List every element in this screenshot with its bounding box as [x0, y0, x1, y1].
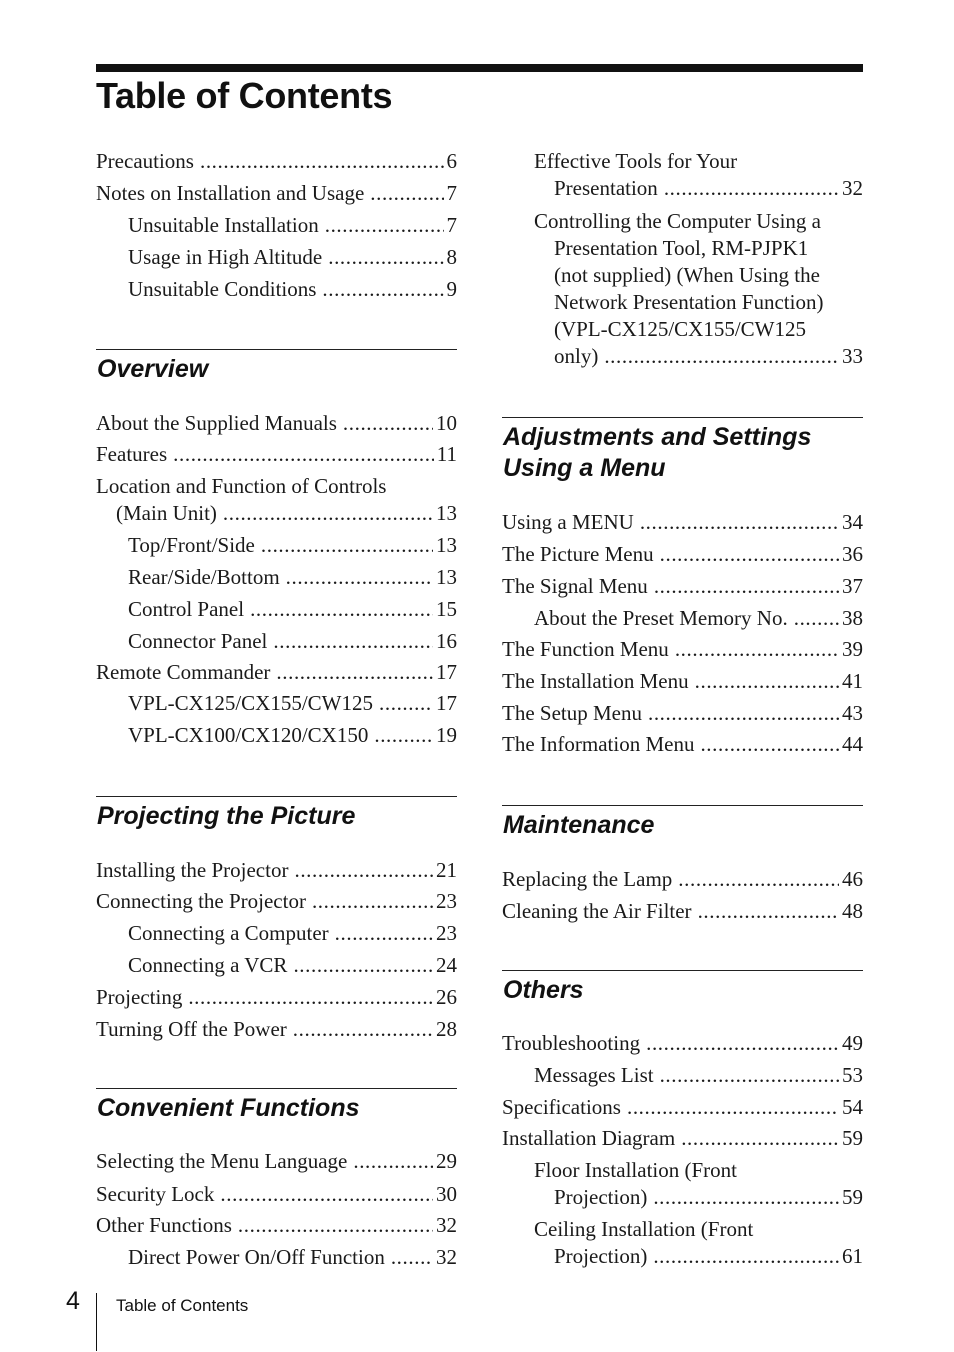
toc-entry-picture-menu[interactable]: [502, 541, 863, 568]
entry-label: Installing the Projector: [96, 858, 289, 882]
page-number: 38: [842, 606, 863, 630]
toc-entry-vpl-cx100[interactable]: [96, 722, 457, 749]
dot-leader: [604, 343, 839, 370]
dot-leader: [220, 1181, 433, 1208]
page-number: 36: [842, 542, 863, 566]
dot-leader: [681, 1125, 839, 1152]
toc-entry-top-front-side[interactable]: [96, 532, 457, 559]
page-number: 15: [436, 597, 457, 621]
toc-entry-notes-installation[interactable]: [96, 180, 457, 207]
dot-leader: [698, 898, 839, 925]
page-number: 54: [842, 1095, 863, 1119]
toc-entry-direct-power[interactable]: [96, 1244, 457, 1271]
entry-label: Security Lock: [96, 1182, 215, 1206]
page-number: 53: [842, 1063, 863, 1087]
entry-line: Projection): [554, 1185, 648, 1209]
entry-label: Direct Power On/Off Function: [128, 1245, 385, 1269]
dot-leader: [293, 1016, 433, 1043]
toc-entry-installing-projector[interactable]: [96, 857, 457, 884]
page-number: 59: [842, 1126, 863, 1150]
page-number: 6: [446, 149, 457, 173]
dot-leader: [294, 857, 433, 884]
toc-entry-menu-language[interactable]: [96, 1148, 457, 1175]
dot-leader: [328, 244, 443, 271]
entry-line: Network Presentation Function): [554, 290, 824, 314]
entry-label: The Picture Menu: [502, 542, 654, 566]
page-number: 46: [842, 867, 863, 891]
toc-entry-unsuitable-conditions[interactable]: [96, 276, 457, 303]
page-number: 19: [436, 723, 457, 747]
page-number: 9: [446, 277, 457, 301]
toc-entry-using-menu[interactable]: [502, 509, 863, 536]
page-number: 16: [436, 629, 457, 653]
toc-entry-controlling-computer[interactable]: [502, 208, 863, 370]
toc-entry-ceiling-installation[interactable]: [502, 1216, 863, 1270]
dot-leader: [627, 1094, 839, 1121]
page-number: 29: [436, 1149, 457, 1173]
entry-label: The Installation Menu: [502, 669, 689, 693]
section-title-convenient: Convenient Functions: [97, 1094, 360, 1122]
dot-leader: [325, 212, 444, 239]
page-number: 23: [436, 889, 457, 913]
page-number: 48: [842, 899, 863, 923]
toc-entry-supplied-manuals[interactable]: [96, 410, 457, 437]
dot-leader: [250, 596, 433, 623]
dot-leader: [261, 532, 433, 559]
page-number: 44: [842, 732, 863, 756]
toc-entry-connecting-computer[interactable]: [96, 920, 457, 947]
dot-leader: [646, 1030, 839, 1057]
entry-label: Selecting the Menu Language: [96, 1149, 348, 1173]
dot-leader: [293, 952, 433, 979]
entry-line: Floor Installation (Front: [534, 1158, 737, 1182]
toc-entry-preset-memory[interactable]: [502, 605, 863, 632]
section-title-projecting: Projecting the Picture: [97, 802, 356, 830]
entry-label: Installation Diagram: [502, 1126, 676, 1150]
section-title-adjustments: [503, 422, 811, 484]
dot-leader: [335, 920, 433, 947]
dot-leader: [353, 1148, 433, 1175]
page-number: 10: [436, 411, 457, 435]
entry-label: Other Functions: [96, 1213, 232, 1237]
entry-label: Cleaning the Air Filter: [502, 899, 692, 923]
entry-label: Features: [96, 442, 168, 466]
entry-line: Presentation: [554, 176, 658, 200]
page-number: 8: [446, 245, 457, 269]
entry-label: Control Panel: [128, 597, 245, 621]
dot-leader: [700, 731, 839, 758]
entry-line: only): [554, 344, 599, 368]
toc-entry-information-menu[interactable]: [502, 731, 863, 758]
page-number: 43: [842, 701, 863, 725]
entry-label: Turning Off the Power: [96, 1017, 287, 1041]
entry-label: Troubleshooting: [502, 1031, 641, 1055]
section-rule: [96, 796, 457, 797]
page-number: 59: [842, 1185, 863, 1209]
page-number: 41: [842, 669, 863, 693]
dot-leader: [374, 722, 433, 749]
entry-label: Connector Panel: [128, 629, 268, 653]
toc-entry-floor-installation[interactable]: [502, 1157, 863, 1211]
section-title-overview: Overview: [97, 355, 209, 383]
page-title: Table of Contents: [96, 75, 393, 116]
page-number: 49: [842, 1031, 863, 1055]
toc-entry-setup-menu[interactable]: [502, 700, 863, 727]
entry-line: Effective Tools for Your: [534, 149, 738, 173]
entry-label: Precautions: [96, 149, 194, 173]
toc-entry-specifications[interactable]: [502, 1094, 863, 1121]
entry-label: Connecting the Projector: [96, 889, 306, 913]
entry-line: (VPL-CX125/CX155/CW125: [554, 317, 806, 341]
footer-label: Table of Contents: [116, 1296, 249, 1315]
toc-entry-messages-list[interactable]: [502, 1062, 863, 1089]
dot-leader: [695, 668, 839, 695]
dot-leader: [653, 1184, 839, 1211]
page-number: 13: [436, 565, 457, 589]
entry-label: Top/Front/Side: [128, 533, 255, 557]
page-number: 32: [436, 1245, 457, 1269]
footer-rule: [96, 1293, 97, 1351]
page-number: 39: [842, 637, 863, 661]
toc-entry-effective-tools[interactable]: [502, 148, 863, 202]
section-title-line: Adjustments and Settings: [503, 423, 812, 451]
page-number: 24: [436, 953, 457, 977]
page-number: 37: [842, 574, 863, 598]
entry-label: Usage in High Altitude: [128, 245, 323, 269]
dot-leader: [640, 509, 839, 536]
dot-leader: [660, 1062, 839, 1089]
toc-entry-installation-menu[interactable]: [502, 668, 863, 695]
dot-leader: [653, 1243, 839, 1270]
dot-leader: [223, 500, 433, 527]
dot-leader: [664, 175, 839, 202]
entry-label: Specifications: [502, 1095, 621, 1119]
entry-label: The Function Menu: [502, 637, 669, 661]
toc-entry-connector-panel[interactable]: [96, 628, 457, 655]
page-number: 61: [842, 1244, 863, 1268]
toc-entry-precautions[interactable]: [96, 148, 457, 175]
entry-label: Remote Commander: [96, 660, 271, 684]
dot-leader: [188, 984, 433, 1011]
page-number: 11: [436, 442, 457, 466]
toc-entry-connecting-vcr[interactable]: [96, 952, 457, 979]
dot-leader: [675, 636, 839, 663]
toc-entry-connecting-projector[interactable]: [96, 888, 457, 915]
page-number: 17: [436, 660, 457, 684]
toc-entry-projecting[interactable]: [96, 984, 457, 1011]
toc-entry-installation-diagram[interactable]: [502, 1125, 863, 1152]
section-rule: [96, 349, 457, 350]
entry-label: Rear/Side/Bottom: [128, 565, 280, 589]
entry-label: Notes on Installation and Usage: [96, 181, 365, 205]
entry-label: Unsuitable Installation: [128, 213, 319, 237]
footer-page-number: 4: [66, 1287, 80, 1315]
dot-leader: [678, 866, 839, 893]
entry-line: (not supplied) (When Using the: [554, 263, 820, 287]
entry-label: About the Preset Memory No.: [534, 606, 788, 630]
page-number: 26: [436, 985, 457, 1009]
toc-entry-vpl-cx125[interactable]: [96, 690, 457, 717]
entry-label: The Information Menu: [502, 732, 695, 756]
toc-entry-high-altitude[interactable]: [96, 244, 457, 271]
section-title-maintenance: Maintenance: [503, 811, 655, 839]
page-number: 21: [436, 858, 457, 882]
section-rule: [502, 970, 863, 971]
entry-line: (Main Unit): [116, 501, 217, 525]
section-title-others: Others: [503, 976, 584, 1004]
page-number: 33: [842, 344, 863, 368]
dot-leader: [200, 148, 444, 175]
entry-label: Connecting a VCR: [128, 953, 288, 977]
dot-leader: [286, 564, 433, 591]
toc-entry-replacing-lamp[interactable]: [502, 866, 863, 893]
toc-entry-rear-side-bottom[interactable]: [96, 564, 457, 591]
toc-entry-remote-commander[interactable]: [96, 659, 457, 686]
toc-entry-troubleshooting[interactable]: [502, 1030, 863, 1057]
entry-label: Unsuitable Conditions: [128, 277, 317, 301]
entry-label: VPL-CX100/CX120/CX150: [128, 723, 369, 747]
entry-line: Presentation Tool, RM-PJPK1: [554, 236, 809, 260]
entry-line: Controlling the Computer Using a: [534, 209, 821, 233]
section-rule: [96, 1088, 457, 1089]
page-number: 32: [842, 176, 863, 200]
dot-leader: [379, 690, 433, 717]
entry-line: Ceiling Installation (Front: [534, 1217, 754, 1241]
toc-entry-cleaning-filter[interactable]: [502, 898, 863, 925]
page-number: 32: [436, 1213, 457, 1237]
page-number: 13: [436, 501, 457, 525]
title-rule: [96, 64, 863, 72]
dot-leader: [794, 605, 839, 632]
page-number: 28: [436, 1017, 457, 1041]
dot-leader: [312, 888, 433, 915]
dot-leader: [660, 541, 839, 568]
page-number: 23: [436, 921, 457, 945]
dot-leader: [648, 700, 839, 727]
entry-label: Replacing the Lamp: [502, 867, 673, 891]
entry-label: Using a MENU: [502, 510, 634, 534]
toc-entry-unsuitable-installation[interactable]: [96, 212, 457, 239]
entry-line: Location and Function of Controls: [96, 474, 387, 498]
section-title-line: Using a Menu: [503, 454, 666, 482]
entry-label: Connecting a Computer: [128, 921, 329, 945]
toc-entry-security-lock[interactable]: [96, 1181, 457, 1208]
entry-label: The Setup Menu: [502, 701, 642, 725]
dot-leader: [391, 1244, 433, 1271]
dot-leader: [322, 276, 443, 303]
dot-leader: [343, 410, 433, 437]
page-number: 7: [446, 213, 457, 237]
dot-leader: [273, 628, 433, 655]
toc-entry-features[interactable]: [96, 441, 457, 468]
toc-entry-other-functions[interactable]: [96, 1212, 457, 1239]
page-number: 17: [436, 691, 457, 715]
toc-entry-function-menu[interactable]: [502, 636, 863, 663]
toc-entry-control-panel[interactable]: [96, 596, 457, 623]
toc-entry-turning-off[interactable]: [96, 1016, 457, 1043]
section-rule: [502, 805, 863, 806]
entry-label: Projecting: [96, 985, 183, 1009]
entry-label: The Signal Menu: [502, 574, 648, 598]
entry-label: About the Supplied Manuals: [96, 411, 337, 435]
entry-line: Projection): [554, 1244, 648, 1268]
page-number: 7: [446, 181, 457, 205]
dot-leader: [276, 659, 433, 686]
entry-label: Messages List: [534, 1063, 654, 1087]
dot-leader: [654, 573, 839, 600]
page-number: 30: [436, 1182, 457, 1206]
dot-leader: [238, 1212, 433, 1239]
toc-entry-location-controls[interactable]: [96, 473, 457, 527]
toc-entry-signal-menu[interactable]: [502, 573, 863, 600]
section-rule: [502, 417, 863, 418]
page-number: 13: [436, 533, 457, 557]
entry-label: VPL-CX125/CX155/CW125: [128, 691, 374, 715]
page-number: 34: [842, 510, 863, 534]
dot-leader: [370, 180, 443, 207]
dot-leader: [173, 441, 434, 468]
